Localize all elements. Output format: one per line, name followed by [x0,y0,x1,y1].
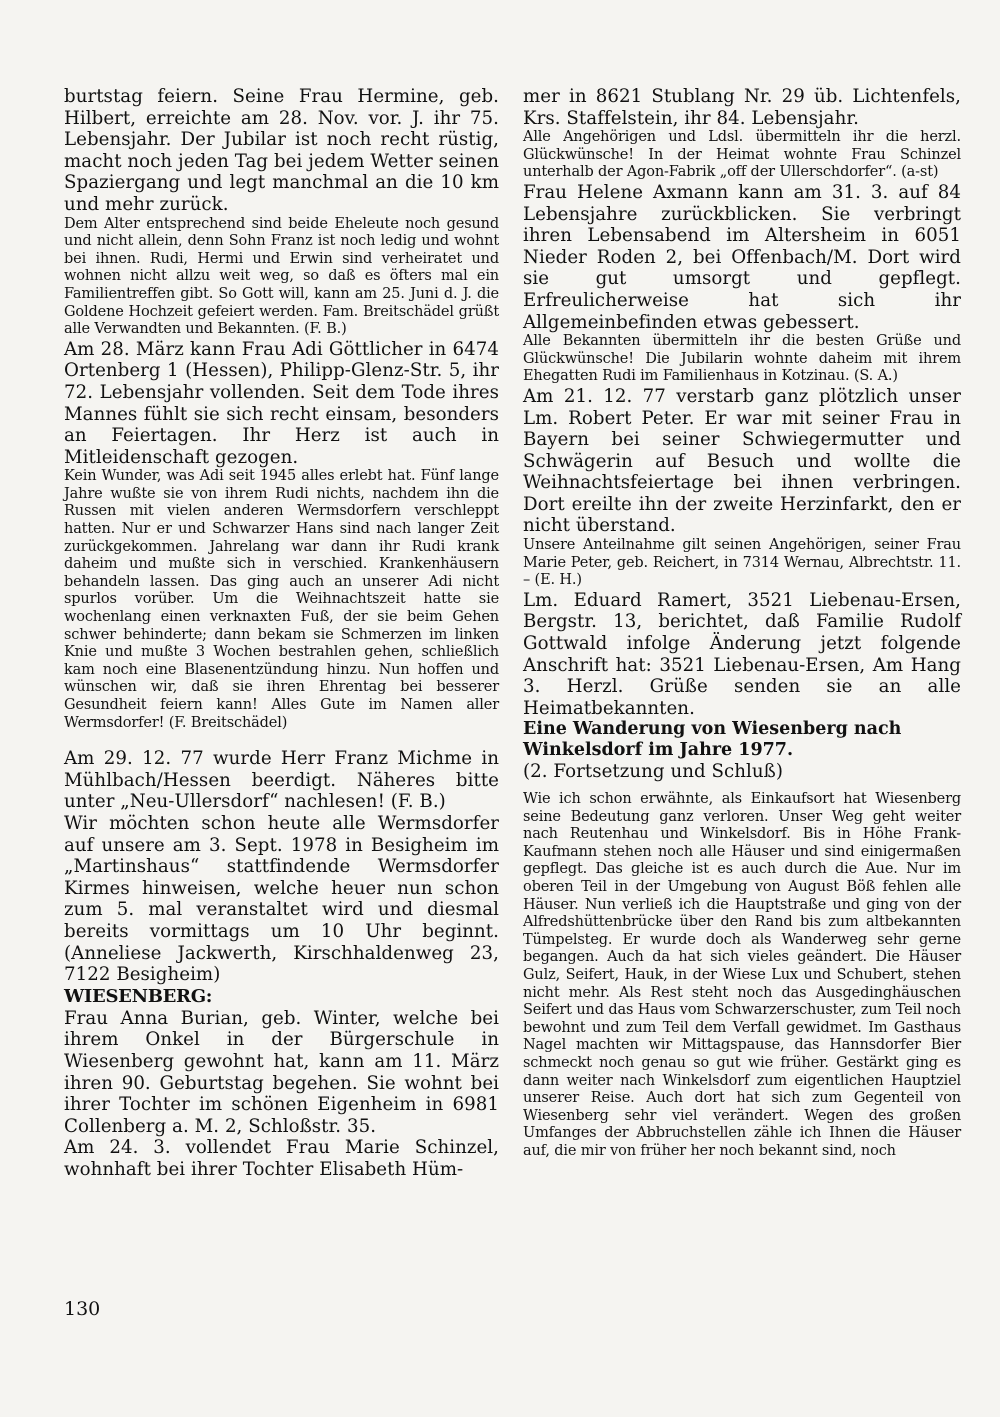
paragraph-goettlicher-birthday: Am 28. März kann Frau Adi Göttlicher in 6474 Ortenberg 1 (Hessen), Philipp-Glenz-Str. 5, ihr 72. Lebensjahr vollenden. Seit dem Tode ihres Mannes fühlt sie sich recht einsam, besonders an Feiertagen. Ihr Herz ist auch in Mitleidenschaft gezogen. [64,338,499,468]
paragraph-goettlicher-history: Kein Wunder, was Adi seit 1945 alles erlebt hat. Fünf lange Jahre wußte sie von ihrem Rudi nichts, nachdem ihn die Russen mit vielen anderen Wermsdorfern verschleppt hatten. Nur er und Schwarzer Hans sind nach langer Zeit zurückgekommen. Jahrelang war dann ihr Rudi krank daheim und mußte sich in verschied. Krankenhäusern behandeln lassen. Das ging auch an unserer Adi nicht spurlos vorüber. Um die Weihnachtszeit hatte sie wochenlang einen verknaxten Fuß, der sie beim Gehen schwer behinderte; dann bekam sie Schmerzen im linken Knie und mußte 3 Wochen bestrahlen gehen, schließlich kam noch eine Blasenentzündung hinzu. Nun hoffen und wünschen wir, daß sie ihren Ehrentag bei besserer Gesundheit feiern kann! Alles Gute im Namen aller Wermsdorfer! (F. Breitschädel) [64,468,499,731]
paragraph-peter-condolence: Unsere Anteilnahme gilt seinen Angehörigen, seiner Frau Marie Peter, geb. Reichert, in 7314 Wernau, Albrechtstr. 11. – (E. H.) [523,537,961,589]
section-heading-wiesenberg: WIESENBERG: [64,985,213,1007]
article-subtitle: (2. Fortsetzung und Schluß) [523,761,783,783]
paragraph-schinzel-birthday: Am 24. 3. vollendet Frau Marie Schinzel, wohnhaft bei ihrer Tochter Elisabeth Hüm- [64,1137,499,1180]
paragraph-peter-obituary: Am 21. 12. 77 verstarb ganz plötzlich unser Lm. Robert Peter. Er war mit seiner Frau in Bayern bei seiner Schwiegermutter und Schwägerin auf Besuch und wollte die Weihnachtsfeiertage bei ihnen verbringen. Dort ereilte ihn der zweite Herzinfarkt, den er nicht überstand. [523,385,961,537]
page-number: 130 [64,1298,101,1320]
paragraph-breitschaedel-birthday: burtstag feiern. Seine Frau Hermine, geb. Hilbert, erreichte am 28. Nov. vor. J. ihr 75. Lebensjahr. Der Jubilar ist noch recht rüstig, macht noch jeden Tag bei jedem Wetter seinen Spaziergang und legt manchmal an die 10 km und mehr zurück. [64,86,499,215]
paragraph-axmann-greetings: Alle Bekannten übermitteln ihr die besten Grüße und Glückwünsche! Die Jubilarin wohnte daheim mit ihrem Ehegatten Rudi im Familienhaus in Kotzinau. (S. A.) [523,333,961,385]
paragraph-axmann-birthday: Frau Helene Axmann kann am 31. 3. auf 84 Lebensjahre zurückblicken. Sie verbringt ihren Lebensabend im Altersheim in 6051 Nieder Roden 2, bei Offenbach/M. Dort wird sie gut umsorgt und gepflegt. Erfreulicherweise hat sich ihr Allgemeinbefinden etwas gebessert. [523,181,961,333]
paragraph-gottwald-address: Lm. Eduard Ramert, 3521 Liebenau-Ersen, Bergstr. 13, berichtet, daß Familie Rudolf Gottwald infolge Änderung jetzt folgende Anschrift hat: 3521 Liebenau-Ersen, Am Hang 3. Herzl. Grüße senden sie an alle Heimatbekannten. [523,589,961,719]
paragraph-michme-funeral: Am 29. 12. 77 wurde Herr Franz Michme in Mühlbach/Hessen beerdigt. Näheres bitte unter „Neu-Ullersdorf“ nachlesen! (F. B.) [64,748,499,813]
left-column [64,86,499,1180]
paragraph-schinzel-address: mer in 8621 Stublang Nr. 29 üb. Lichtenfels, Krs. Staffelstein, ihr 84. Lebensjahr. [523,86,961,129]
article-title: Eine Wanderung von Wiesenberg nach Winkelsdorf im Jahre 1977. [523,719,902,761]
paragraph-schinzel-greetings: Alle Angehörigen und Ldsl. übermitteln ihr die herzl. Glückwünsche! In der Heimat wohnte Frau Schinzel unterhalb der Agon-Fabrik „off der Ullerschdorfer“. (a-st) [523,129,961,181]
paragraph-wanderung-text: Wie ich schon erwähnte, als Einkaufsort hat Wiesenberg seine Bedeutung ganz verloren. Unser Weg geht weiter nach Reutenhau und Winkelsdorf. Bis in Höhe Frank-Kaufmann stehen noch alle Häuser und sind einigermaßen gepflegt. Das gleiche ist es auch durch die Aue. Nur im oberen Teil in der Umgebung von August Böß fehlen alle Häuser. Nun verließ ich die Hauptstraße und ging von der Alfredshüttenbrücke über den Rand bis zum altbekannten Tümpelsteg. Er wurde doch als Wanderweg sehr gerne begangen. Auch da hat sich vieles geändert. Die Häuser Gulz, Seifert, Hauk, in der Wiese Lux und Schubert, stehen nicht mehr. Als Rest steht noch das Ausgedinghäuschen Seifert und das Haus vom Schwarzerschuster, zum Teil noch bewohnt und zum Teil dem Verfall gewidmet. Im Gasthaus Nagel machten wir Mittagspause, das Hannsdorfer Bier schmeckt noch genau so gut wie früher. Gestärkt ging es dann weiter nach Winkelsdorf zum eigentlichen Hauptziel unserer Reise. Auch dort hat sich zum Gegenteil von Wiesenberg sehr viel verändert. Wegen des großen Umfanges der Abbruchstellen zähle ich Ihnen die Häuser auf, die mir von früher her noch bekannt sind, noch [523,791,961,1159]
paragraph-breitschaedel-family: Dem Alter entsprechend sind beide Eheleute noch gesund und nicht allein, denn Sohn Franz ist noch ledig und wohnt bei ihnen. Rudi, Hermi und Erwin sind verheiratet und wohnen nicht allzu weit weg, so daß es öfters mal ein Familientreffen gibt. So Gott will, kann am 25. Juni d. J. die Goldene Hochzeit gefeiert werden. Fam. Breitschädel grüßt alle Verwandten und Bekannten. (F. B.) [64,215,499,338]
right-column [523,86,961,1160]
paragraph-burian-birthday: Frau Anna Burian, geb. Winter, welche bei ihrem Onkel in der Bürgerschule in Wiesenberg gewohnt hat, kann am 11. März ihren 90. Geburtstag begehen. Sie wohnt bei ihrer Tochter im schönen Eigenheim in 6981 Collenberg a. M. 2, Schloßstr. 35. [64,1007,499,1137]
paragraph-kirmes-announcement: Wir möchten schon heute alle Wermsdorfer auf unsere am 3. Sept. 1978 in Besigheim im „Martinshaus“ stattfindende Wermsdorfer Kirmes hinweisen, welche heuer nun schon zum 5. mal veranstaltet wird und diesmal bereits vormittags um 10 Uhr beginnt. (Anneliese Jackwerth, Kirschhaldenweg 23, 7122 Besigheim) [64,812,499,986]
